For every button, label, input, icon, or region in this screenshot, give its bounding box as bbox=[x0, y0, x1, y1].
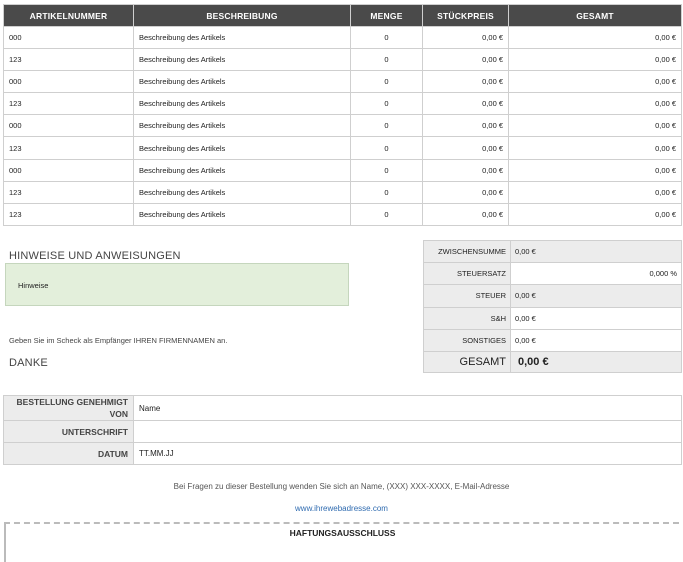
item-unit-price[interactable]: 0,00 € bbox=[423, 93, 509, 115]
signature-field[interactable] bbox=[134, 421, 682, 443]
item-quantity[interactable]: 0 bbox=[351, 27, 423, 49]
item-quantity[interactable]: 0 bbox=[351, 181, 423, 203]
approved-by-row bbox=[4, 396, 682, 421]
table-row bbox=[4, 203, 682, 225]
item-quantity[interactable]: 0 bbox=[351, 159, 423, 181]
header-unit-price: STÜCKPREIS bbox=[423, 5, 509, 27]
disclaimer-title: HAFTUNGSAUSSCHLUSS bbox=[4, 522, 679, 562]
item-total[interactable]: 0,00 € bbox=[509, 181, 682, 203]
other-label: SONSTIGES bbox=[424, 329, 511, 351]
item-article-number[interactable]: 000 bbox=[4, 71, 134, 93]
item-unit-price[interactable]: 0,00 € bbox=[423, 159, 509, 181]
item-article-number[interactable]: 123 bbox=[4, 93, 134, 115]
tax-rate-row bbox=[424, 263, 682, 285]
date-value[interactable]: TT.MM.JJ bbox=[134, 443, 682, 465]
item-unit-price[interactable]: 0,00 € bbox=[423, 181, 509, 203]
item-description[interactable]: Beschreibung des Artikels bbox=[134, 71, 351, 93]
item-article-number[interactable]: 123 bbox=[4, 49, 134, 71]
approved-by-label-line2: VON bbox=[109, 409, 128, 419]
item-unit-price[interactable]: 0,00 € bbox=[423, 115, 509, 137]
header-description: BESCHREIBUNG bbox=[134, 5, 351, 27]
table-row bbox=[4, 181, 682, 203]
item-description[interactable]: Beschreibung des Artikels bbox=[134, 49, 351, 71]
grand-total-value: 0,00 € bbox=[511, 351, 682, 372]
subtotal-row bbox=[424, 241, 682, 263]
item-unit-price[interactable]: 0,00 € bbox=[423, 27, 509, 49]
item-article-number[interactable]: 123 bbox=[4, 137, 134, 159]
item-total[interactable]: 0,00 € bbox=[509, 203, 682, 225]
item-total[interactable]: 0,00 € bbox=[509, 49, 682, 71]
item-unit-price[interactable]: 0,00 € bbox=[423, 71, 509, 93]
grand-total-row bbox=[424, 351, 682, 372]
item-quantity[interactable]: 0 bbox=[351, 115, 423, 137]
item-quantity[interactable]: 0 bbox=[351, 93, 423, 115]
tax-value: 0,00 € bbox=[511, 285, 682, 307]
approved-by-label bbox=[4, 396, 134, 421]
notes-box[interactable]: Hinweise bbox=[5, 263, 349, 306]
item-total[interactable]: 0,00 € bbox=[509, 93, 682, 115]
approved-by-label-line1: BESTELLUNG GENEHMIGT bbox=[16, 397, 128, 407]
table-row bbox=[4, 159, 682, 181]
item-total[interactable]: 0,00 € bbox=[509, 71, 682, 93]
item-article-number[interactable]: 000 bbox=[4, 159, 134, 181]
items-body bbox=[4, 27, 682, 226]
item-quantity[interactable]: 0 bbox=[351, 71, 423, 93]
signature-row bbox=[4, 421, 682, 443]
notes-title: HINWEISE UND ANWEISUNGEN bbox=[9, 250, 181, 262]
check-instructions: Geben Sie im Scheck als Empfänger IHREN FIRMENNAMEN an. bbox=[9, 336, 228, 345]
table-row bbox=[4, 71, 682, 93]
item-total[interactable]: 0,00 € bbox=[509, 115, 682, 137]
contact-line: Bei Fragen zu dieser Bestellung wenden Sie sich an Name, (XXX) XXX-XXXX, E-Mail-Adresse bbox=[173, 482, 510, 491]
item-quantity[interactable]: 0 bbox=[351, 203, 423, 225]
item-article-number[interactable]: 123 bbox=[4, 203, 134, 225]
item-total[interactable]: 0,00 € bbox=[509, 137, 682, 159]
item-description[interactable]: Beschreibung des Artikels bbox=[134, 159, 351, 181]
other-row bbox=[424, 329, 682, 351]
header-total: GESAMT bbox=[509, 5, 682, 27]
tax-rate-label: STEUERSATZ bbox=[424, 263, 511, 285]
date-row bbox=[4, 443, 682, 465]
thanks-text: DANKE bbox=[9, 357, 48, 369]
shipping-label: S&H bbox=[424, 307, 511, 329]
item-total[interactable]: 0,00 € bbox=[509, 27, 682, 49]
table-row bbox=[4, 49, 682, 71]
tax-rate-value[interactable]: 0,000 % bbox=[511, 263, 682, 285]
signature-label: UNTERSCHRIFT bbox=[4, 421, 134, 443]
summary-table bbox=[423, 240, 682, 373]
tax-label: STEUER bbox=[424, 285, 511, 307]
item-description[interactable]: Beschreibung des Artikels bbox=[134, 27, 351, 49]
table-row bbox=[4, 137, 682, 159]
item-quantity[interactable]: 0 bbox=[351, 49, 423, 71]
item-article-number[interactable]: 000 bbox=[4, 115, 134, 137]
item-unit-price[interactable]: 0,00 € bbox=[423, 137, 509, 159]
other-value[interactable]: 0,00 € bbox=[511, 329, 682, 351]
item-description[interactable]: Beschreibung des Artikels bbox=[134, 181, 351, 203]
date-label: DATUM bbox=[4, 443, 134, 465]
item-article-number[interactable]: 123 bbox=[4, 181, 134, 203]
table-row bbox=[4, 27, 682, 49]
subtotal-value: 0,00 € bbox=[511, 241, 682, 263]
subtotal-label: ZWISCHENSUMME bbox=[424, 241, 511, 263]
item-description[interactable]: Beschreibung des Artikels bbox=[134, 203, 351, 225]
item-description[interactable]: Beschreibung des Artikels bbox=[134, 137, 351, 159]
tax-row bbox=[424, 285, 682, 307]
item-quantity[interactable]: 0 bbox=[351, 137, 423, 159]
item-description[interactable]: Beschreibung des Artikels bbox=[134, 93, 351, 115]
table-row bbox=[4, 93, 682, 115]
item-article-number[interactable]: 000 bbox=[4, 27, 134, 49]
items-table bbox=[3, 4, 682, 226]
table-row bbox=[4, 115, 682, 137]
approval-table bbox=[3, 395, 682, 465]
item-total[interactable]: 0,00 € bbox=[509, 159, 682, 181]
grand-total-label: GESAMT bbox=[424, 351, 511, 372]
header-quantity: MENGE bbox=[351, 5, 423, 27]
website-link[interactable]: www.ihrewebadresse.com bbox=[295, 504, 388, 513]
shipping-value[interactable]: 0,00 € bbox=[511, 307, 682, 329]
item-description[interactable]: Beschreibung des Artikels bbox=[134, 115, 351, 137]
header-article-number: ARTIKELNUMMER bbox=[4, 5, 134, 27]
items-header-row bbox=[4, 5, 682, 27]
approved-by-value[interactable]: Name bbox=[134, 396, 682, 421]
item-unit-price[interactable]: 0,00 € bbox=[423, 203, 509, 225]
item-unit-price[interactable]: 0,00 € bbox=[423, 49, 509, 71]
shipping-row bbox=[424, 307, 682, 329]
